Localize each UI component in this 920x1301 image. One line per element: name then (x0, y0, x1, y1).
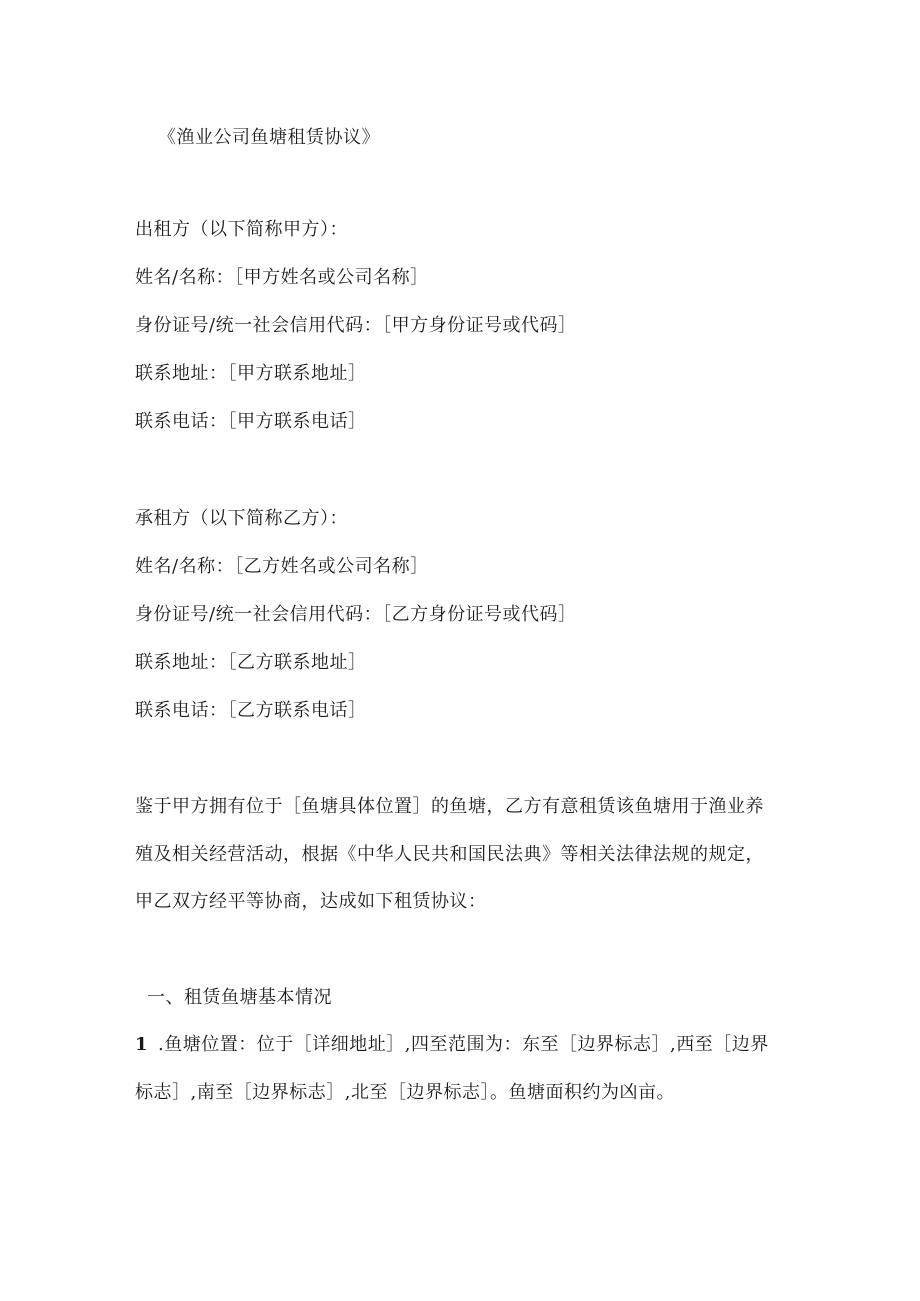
lessor-address: 联系地址：［甲方联系地址］ (135, 363, 367, 384)
preamble-line-2: 殖及相关经营活动，根据《中华人民共和国民法典》等相关法律法规的规定， (135, 844, 764, 865)
lessor-phone: 联系电话：［甲方联系电话］ (135, 411, 367, 432)
preamble-line-3: 甲乙双方经平等协商，达成如下租赁协议： (135, 891, 487, 912)
section-1-item-1-cont: 标志］,南至［边界标志］,北至［边界标志］。鱼塘面积约为凶亩。 (135, 1082, 675, 1103)
lessee-address: 联系地址：［乙方联系地址］ (135, 652, 367, 673)
lessor-heading: 出租方（以下简称甲方）： (135, 219, 348, 240)
lessee-phone: 联系电话：［乙方联系电话］ (135, 700, 367, 721)
section-1-item-1 (135, 1033, 769, 1057)
lessor-name: 姓名/名称：［甲方姓名或公司名称］ (135, 267, 429, 288)
section-1-heading: 一、租赁鱼塘基本情况 (147, 987, 332, 1008)
lessor-id: 身份证号/统一社会信用代码：［甲方身份证号或代码］ (135, 315, 577, 336)
lessee-name: 姓名/名称：［乙方姓名或公司名称］ (135, 556, 429, 577)
preamble-line-1: 鉴于甲方拥有位于［鱼塘具体位置］的鱼塘，乙方有意租赁该鱼塘用于渔业养 (135, 796, 764, 817)
item-number: 1 (135, 1034, 149, 1055)
lessee-id: 身份证号/统一社会信用代码：［乙方身份证号或代码］ (135, 604, 577, 625)
lessee-heading: 承租方（以下简称乙方）： (135, 508, 348, 529)
document-title: 《渔业公司鱼塘租赁协议》 (158, 127, 380, 148)
item-text-line-1: .鱼塘位置：位于［详细地址］,四至范围为：东至［边界标志］,西至［边界 (158, 1034, 769, 1055)
